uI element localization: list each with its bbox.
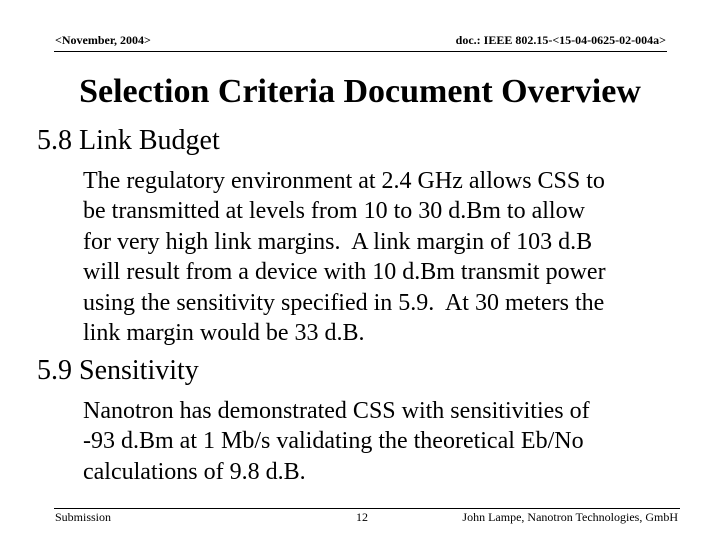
- section-body-sensitivity: Nanotron has demonstrated CSS with sensitivities of -93 d.Bm at 1 Mb/s validating the theoretical Eb/No calculations of 9.8 d.B.: [83, 398, 590, 485]
- header-document-id: doc.: IEEE 802.15-<15-04-0625-02-004a>: [455, 33, 666, 47]
- header-divider: [54, 51, 667, 52]
- footer-page-number: 12: [356, 510, 368, 524]
- section-heading-link-budget: 5.8 Link Budget: [37, 125, 220, 156]
- footer-submission-label: Submission: [55, 510, 112, 524]
- section-body-link-budget: The regulatory environment at 2.4 GHz allows CSS to be transmitted at levels from 10 to 30 d.Bm to allow for very high link margins. A link margin of 103 d.B will result from a device with 10 d.Bm transmit power using the sensitivity specified in 5.9. At 30 meters the link margin would be 33 d.B.: [83, 168, 606, 347]
- footer-divider: [54, 508, 680, 509]
- header-date: <November, 2004>: [55, 33, 151, 47]
- slide-title: Selection Criteria Document Overview: [79, 73, 641, 110]
- section-heading-sensitivity: 5.9 Sensitivity: [37, 355, 199, 386]
- footer-author: John Lampe, Nanotron Technologies, GmbH: [462, 510, 678, 524]
